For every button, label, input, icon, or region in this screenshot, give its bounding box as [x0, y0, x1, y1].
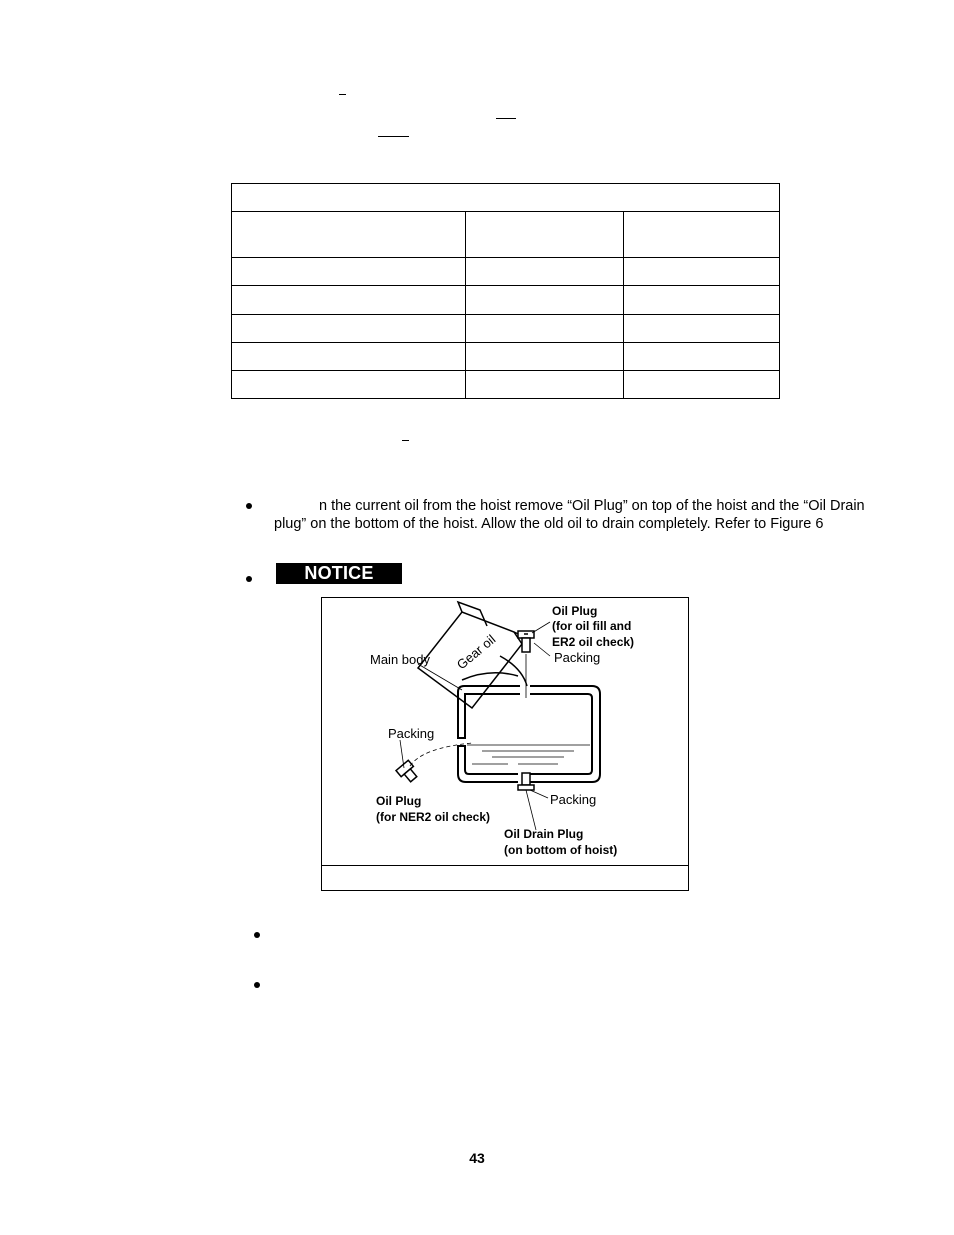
- dash-mark-3: [378, 136, 409, 137]
- main-body-label: Main body: [370, 652, 430, 667]
- table-row: [232, 212, 780, 258]
- bullet-icon: [254, 932, 260, 938]
- table-cell: [232, 286, 466, 314]
- table-cell: [232, 342, 466, 370]
- packing-top-label: Packing: [554, 650, 601, 665]
- table-row: [232, 286, 780, 314]
- side-oil-plug-icon: [396, 760, 420, 784]
- table-cell: [466, 370, 624, 398]
- drain-instruction-line-2: plug” on the bottom of the hoist. Allow the old oil to drain completely. Refer to Figure 6: [274, 516, 824, 532]
- table-row: [232, 314, 780, 342]
- table-row: [232, 342, 780, 370]
- oil-plug-top-label: (for oil fill and: [552, 619, 632, 633]
- oil-plug-left-label: (for NER2 oil check): [376, 810, 491, 824]
- oil-plug-left-label: Oil Plug: [376, 794, 422, 808]
- table-cell: [232, 184, 780, 212]
- page-number: 43: [469, 1150, 485, 1166]
- packing-bottom-label: Packing: [550, 792, 597, 807]
- bullet-icon: [246, 503, 252, 509]
- oil-plug-top-label: Oil Plug: [552, 604, 598, 618]
- table-header-row: [232, 184, 780, 212]
- bullet-icon: [246, 576, 252, 582]
- table-cell: [624, 258, 780, 286]
- table-cell: [466, 258, 624, 286]
- table-cell: [466, 212, 624, 258]
- bullet-icon: [254, 982, 260, 988]
- table-cell: [624, 286, 780, 314]
- table-cell: [624, 370, 780, 398]
- table-cell: [466, 314, 624, 342]
- dash-mark-1: [339, 94, 346, 95]
- table-cell: [624, 314, 780, 342]
- table-cell: [624, 212, 780, 258]
- table-row: [232, 370, 780, 398]
- table-cell: [466, 342, 624, 370]
- gear-oil-label: Gear oil: [453, 631, 499, 673]
- table-cell: [232, 314, 466, 342]
- table-cell: [232, 370, 466, 398]
- oil-capacity-table: [231, 183, 780, 399]
- main-body-tank: [458, 686, 600, 782]
- table-cell: [232, 258, 466, 286]
- oil-plug-figure: [321, 597, 689, 891]
- table-row: [232, 258, 780, 286]
- table-cell: [624, 342, 780, 370]
- dash-mark-2: [496, 118, 516, 119]
- packing-left-label: Packing: [388, 726, 435, 741]
- hoist-oil-diagram: [322, 598, 688, 866]
- table-cell: [232, 212, 466, 258]
- drain-instruction-line-1: n the current oil from the hoist remove “Oil Plug” on top of the hoist and the “Oil Drain: [319, 498, 865, 514]
- figure-caption-row: [322, 865, 688, 890]
- drain-plug-label: (on bottom of hoist): [504, 843, 618, 857]
- dash-mark-4: [402, 440, 409, 441]
- oil-plug-top-label: ER2 oil check): [552, 635, 635, 649]
- table-cell: [466, 286, 624, 314]
- oil-level-lines: [467, 745, 590, 764]
- notice-badge: NOTICE: [276, 563, 402, 584]
- drain-plug-label: Oil Drain Plug: [504, 827, 584, 841]
